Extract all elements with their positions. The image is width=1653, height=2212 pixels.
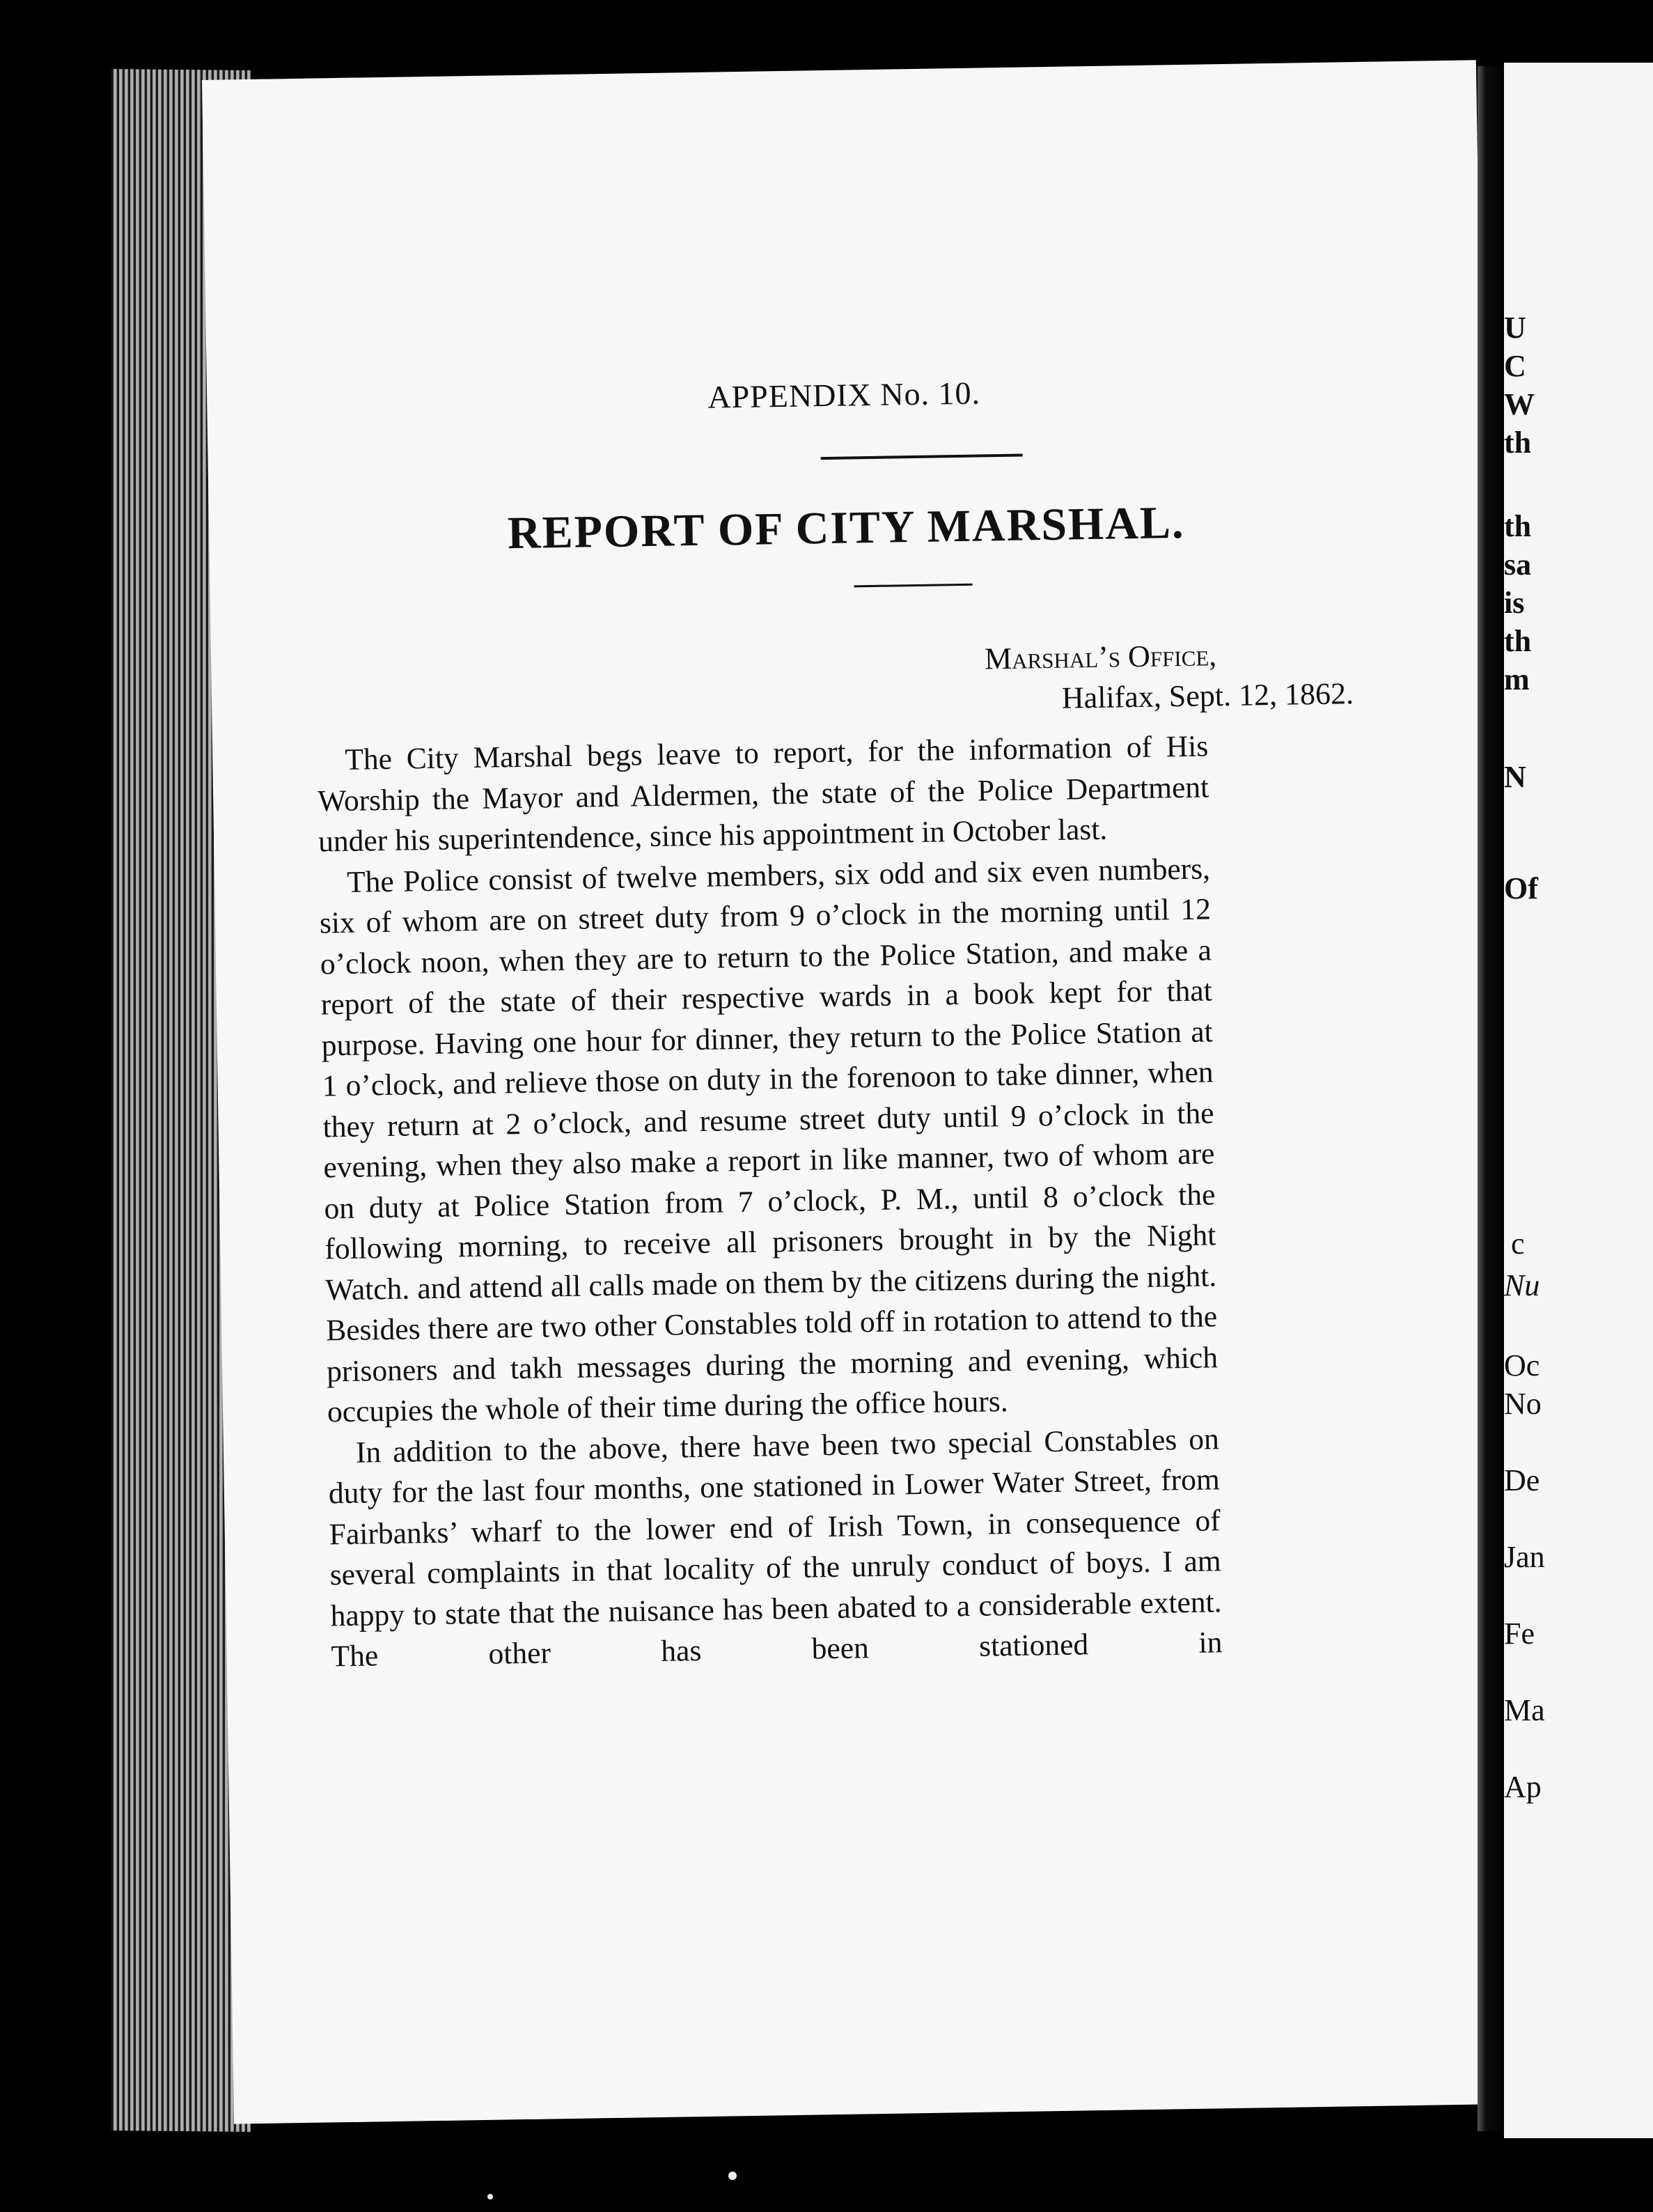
fragment-text: U [1504,311,1526,345]
paragraph: The City Marshal begs leave to report, for the information of His Worship the Mayor and Aldermen, the state of the Police Department under his superintendence, since his appointment in October last. [317,729,1209,859]
scan-speck [728,2172,737,2180]
office-dateline [985,633,1354,719]
fragment-text: W [1504,387,1535,421]
paragraph: In addition to the above, there have been two special Constables on duty for the last four months, one stationed in Lower Water Street, from Fairbanks’ wharf to the lower end of Irish Town, in consequence of several complaints in that locality of the unruly conduct of boys. I am happy to state that the nuisance has been abated to a considerable extent. The other has been stationed in [328,1422,1223,1674]
fragment-text: Fe [1504,1617,1535,1651]
office-name: Marshal’s Office, [984,638,1217,676]
fragment-text: Of [1504,871,1538,905]
book-gutter [1478,66,1505,2131]
fragment-text: Ma [1504,1693,1545,1727]
scan-speck [487,2194,493,2199]
fragment-text: C [1504,349,1526,383]
fragment-text: Nu [1504,1268,1540,1302]
right-page-fragment [1504,63,1653,2138]
paragraph: The Police consist of twelve members, six odd and six even numbers, six of whom are on street duty from 9 o’clock in the morning until 12 o’clock noon, when they are to return to the Police Station, and make a report of the state of their respective wards in a book kept for that purpose. Having one hour for dinner, they return to the Police Station at 1 o’clock, and relieve those on duty in the forenoon to take dinner, when they return at 2 o’clock, and resume street duty until 9 o’clock in the evening, when they also make a report in like manner, two of whom are on duty at Police Station from 7 o’clock, P. M., until 8 o’clock the following morning, to receive all prisoners brought in by the Night Watch. and attend all calls made on them by the citizens during the night. Besides there are two other Constables told off in rotation to attend to the prisoners and takh messages during the morning and evening, which occupies the whole of their time during the office hours. [319,851,1219,1429]
report-title: REPORT OF CITY MARSHAL. [507,497,1186,559]
left-page [202,60,1508,2124]
appendix-heading: APPENDIX No. 10. [707,375,981,415]
report-body [317,726,1223,1676]
fragment-text: th [1504,509,1532,543]
fragment-text: Jan [1504,1540,1545,1574]
dateline: Halifax, Sept. 12, 1862. [1061,676,1354,715]
fragment-text: sa [1504,547,1532,582]
fragment-text: N [1504,760,1526,794]
fragment-text: c [1511,1226,1525,1261]
fragment-text: No [1504,1387,1542,1421]
fragment-text: is [1504,586,1525,620]
fragment-text: th [1504,624,1532,658]
fragment-text: th [1504,426,1532,460]
fragment-text: Oc [1504,1348,1540,1382]
fragment-text: De [1504,1463,1540,1497]
fragment-text: Ap [1504,1770,1542,1804]
fragment-text: m [1504,662,1530,696]
